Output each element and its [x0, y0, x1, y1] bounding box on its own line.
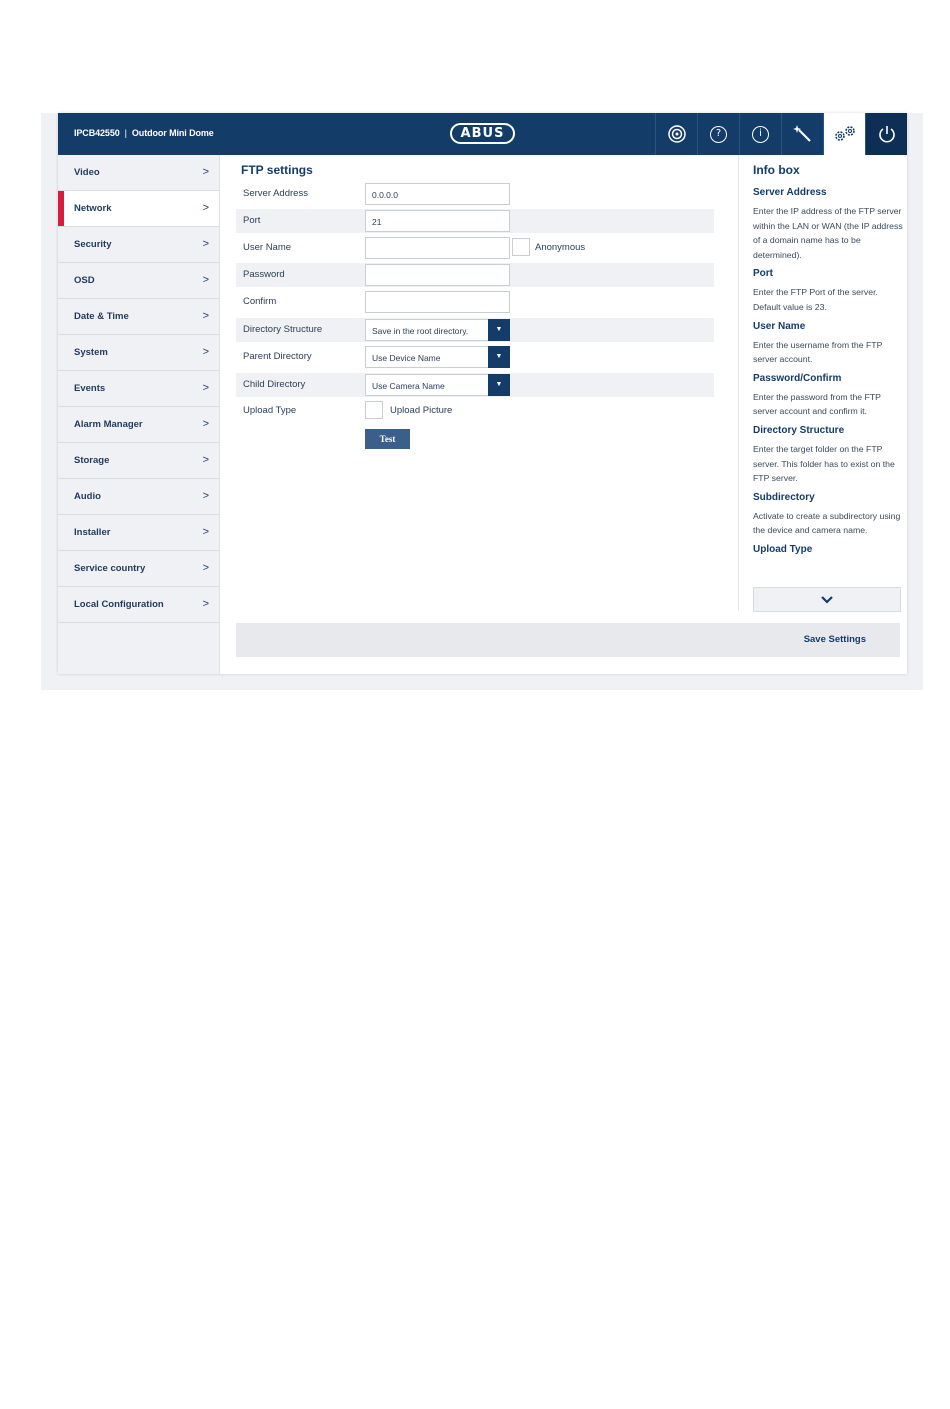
sidebar-item-video[interactable] [58, 155, 219, 191]
sidebar-item-security[interactable] [58, 227, 219, 263]
sidebar-item-label: Local Configuration [74, 599, 164, 610]
sidebar-item-label: OSD [74, 275, 95, 286]
user-name-row [236, 236, 714, 260]
info-section-title: Server Address [753, 187, 827, 198]
info-section-text: Enter the target folder on the FTP server. This folder has to exist on the FTP server. [753, 443, 895, 484]
info-section-title: Directory Structure [753, 424, 845, 436]
upload-type-label: Upload Type [243, 405, 297, 416]
directory-structure-select[interactable] [365, 319, 510, 341]
port-row [236, 209, 714, 233]
info-section-title: Port [753, 268, 773, 280]
page-title: FTP settings [241, 163, 313, 177]
info-section-title: Upload Type [753, 543, 813, 555]
upload-picture-label: Upload Picture [390, 405, 453, 416]
chevron-right-icon: > [202, 274, 209, 286]
chevron-down-icon [821, 596, 833, 604]
confirm-label: Confirm [243, 296, 277, 307]
info-section-text: Enter the IP address of the FTP server within the LAN or WAN (the IP address of a domain name has to be determined). [753, 206, 903, 260]
info-section-title: Subdirectory [753, 491, 815, 503]
password-label: Password [243, 269, 285, 280]
chevron-right-icon: > [202, 202, 209, 214]
info-section-title: Password/Confirm [753, 372, 842, 384]
password-row [236, 263, 714, 287]
chevron-right-icon: > [202, 418, 209, 430]
sidebar-item-system[interactable] [58, 335, 219, 371]
sidebar-item-label: Service country [74, 563, 146, 574]
directory-structure-label: Directory Structure [243, 324, 323, 335]
chevron-right-icon: > [202, 598, 209, 610]
sidebar-item-label: Video [74, 167, 100, 178]
model-number: IPCB42550 [74, 128, 120, 138]
chevron-right-icon: > [202, 310, 209, 322]
confirm-password-input[interactable] [365, 291, 510, 313]
sidebar-item-label: System [74, 347, 108, 358]
camera-lens-icon [667, 124, 687, 144]
dropdown-arrow-icon[interactable]: ▼ [488, 346, 510, 368]
top-header [58, 113, 907, 155]
info-button[interactable] [739, 113, 781, 155]
port-label: Port [243, 215, 261, 226]
chevron-right-icon: > [202, 382, 209, 394]
ftp-settings-panel [236, 155, 714, 615]
sidebar-item-label: Security [74, 239, 112, 250]
sidebar-item-date-time[interactable] [58, 299, 219, 335]
device-type: Outdoor Mini Dome [131, 128, 214, 138]
sidebar-item-osd[interactable] [58, 263, 219, 299]
live-view-button[interactable] [655, 113, 697, 155]
help-icon: ? [710, 126, 727, 143]
port-input[interactable]: 21 [365, 210, 510, 232]
info-section-text: Enter the FTP Port of the server. Default value is 23. [753, 287, 878, 312]
sidebar-item-service-country[interactable] [58, 551, 219, 587]
abus-logo: ABUS [450, 123, 515, 144]
confirm-row [236, 290, 714, 314]
parent-directory-value: Use Device Name [372, 353, 441, 363]
magic-wand-icon [793, 124, 813, 144]
dropdown-arrow-icon[interactable]: ▼ [488, 374, 510, 396]
server-address-label: Server Address [243, 188, 308, 199]
user-name-input[interactable] [365, 237, 510, 259]
chevron-right-icon: > [202, 562, 209, 574]
chevron-right-icon: > [202, 526, 209, 538]
child-directory-select[interactable] [365, 374, 510, 396]
parent-directory-select[interactable] [365, 346, 510, 368]
info-box-title: Info box [753, 163, 800, 177]
sidebar-item-label: Alarm Manager [74, 419, 143, 430]
sidebar-item-label: Network [74, 203, 112, 214]
chevron-right-icon: > [202, 346, 209, 358]
info-box-content[interactable] [753, 187, 903, 585]
sidebar-item-local-configuration[interactable] [58, 587, 219, 623]
anonymous-label: Anonymous [535, 242, 586, 253]
test-button[interactable]: Test [365, 429, 410, 449]
child-directory-row [236, 373, 714, 397]
settings-button[interactable] [823, 113, 865, 155]
anonymous-checkbox[interactable] [512, 238, 530, 256]
sidebar-item-alarm-manager[interactable] [58, 407, 219, 443]
help-button[interactable] [697, 113, 739, 155]
server-address-row [236, 182, 714, 206]
sidebar-item-network[interactable] [58, 191, 219, 227]
sidebar-nav [58, 155, 220, 674]
chevron-right-icon: > [202, 166, 209, 178]
server-address-input[interactable]: 0.0.0.0 [365, 183, 510, 205]
chevron-right-icon: > [202, 490, 209, 502]
user-name-label: User Name [243, 242, 292, 253]
sidebar-item-label: Audio [74, 491, 101, 502]
info-section-text: Activate to create a subdirectory using the device and camera name. [753, 510, 901, 536]
info-box [738, 155, 907, 611]
dropdown-arrow-icon[interactable]: ▼ [488, 319, 510, 341]
directory-structure-row [236, 318, 714, 342]
footer-bar [236, 623, 900, 657]
info-icon: i [752, 126, 769, 143]
logout-button[interactable] [865, 113, 907, 155]
power-icon [877, 124, 897, 144]
parent-directory-row [236, 345, 714, 369]
device-title: IPCB42550 | Outdoor Mini Dome [74, 128, 214, 138]
wizard-button[interactable] [781, 113, 823, 155]
app-window [58, 113, 907, 674]
sidebar-item-label: Storage [74, 455, 110, 466]
sidebar-item-label: Events [74, 383, 106, 394]
chevron-right-icon: > [202, 454, 209, 466]
chevron-right-icon: > [202, 238, 209, 250]
sidebar-item-label: Date & Time [74, 311, 129, 322]
info-section-title: User Name [753, 320, 806, 332]
info-scroll-down-button[interactable] [753, 587, 901, 612]
settings-gears-icon [832, 124, 858, 144]
sidebar-item-events[interactable] [58, 371, 219, 407]
parent-directory-label: Parent Directory [243, 351, 312, 362]
sidebar-item-installer[interactable] [58, 515, 219, 551]
info-section-text: Enter the username from the FTP server account. [753, 339, 883, 365]
sidebar-item-label: Installer [74, 527, 111, 538]
save-settings-button[interactable]: Save Settings [803, 634, 866, 645]
upload-picture-checkbox[interactable] [365, 401, 383, 419]
sidebar-item-storage[interactable] [58, 443, 219, 479]
child-directory-label: Child Directory [243, 379, 306, 390]
sidebar-item-audio[interactable] [58, 479, 219, 515]
info-section-text: Enter the password from the FTP server account and confirm it. [753, 391, 881, 417]
upload-type-row [236, 399, 714, 423]
child-directory-value: Use Camera Name [372, 381, 445, 391]
directory-structure-value: Save in the root directory. [372, 326, 469, 336]
password-input[interactable] [365, 264, 510, 286]
